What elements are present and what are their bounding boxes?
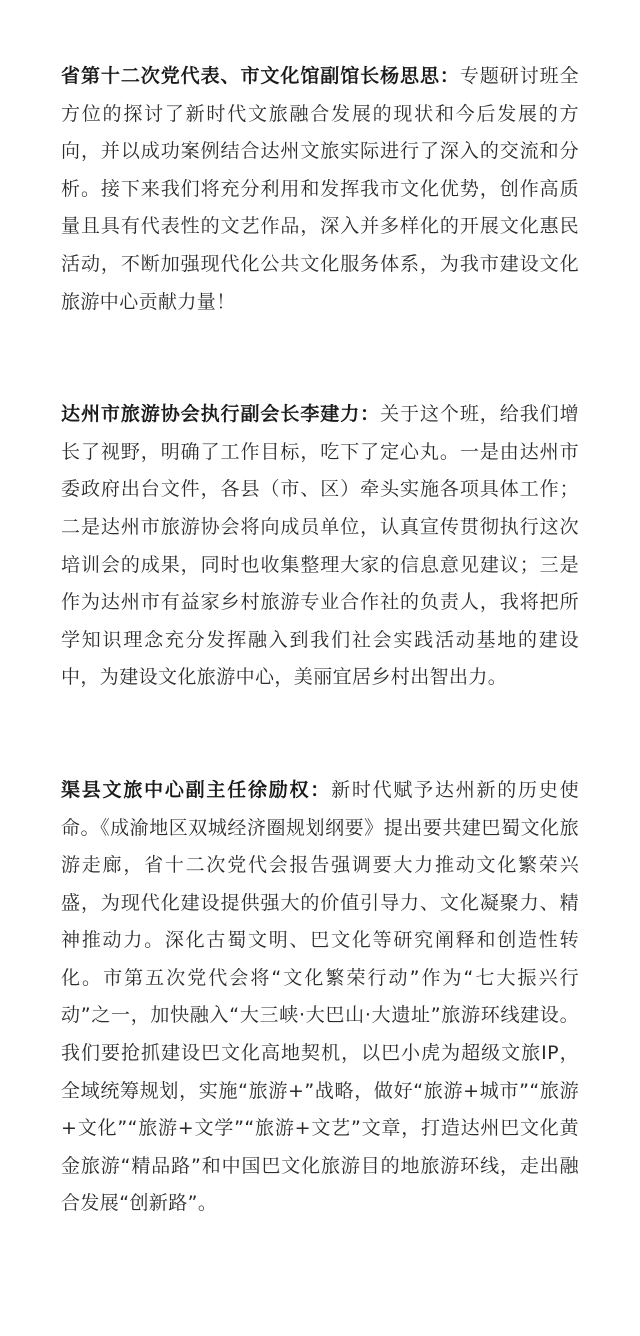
speaker-name: 渠县文旅中心副主任徐励权： xyxy=(61,778,332,801)
statement-paragraph xyxy=(61,772,579,1223)
statement-paragraph xyxy=(61,58,579,321)
statement-text: 关于这个班，给我们增长了视野，明确了工作目标，吃下了定心丸。一是由达州市委政府出台文件，各县（市、区）牵头实施各项具体工作；二是达州市旅游协会将向成员单位，认真宣传贯彻执行这次培训会的成果，同时也收集整理大家的信息意见建议；三是作为达州市有益家乡村旅游专业合作社的负责人，我将把所学知识理念充分发挥融入到我们社会实践活动基地的建设中，为建设文化旅游中心，美丽宜居乡村出智出力。 xyxy=(61,403,579,689)
speaker-name: 达州市旅游协会执行副会长李建力： xyxy=(61,403,381,426)
statement-paragraph xyxy=(61,396,579,697)
statement-text: 新时代赋予达州新的历史使命。《成渝地区双城经济圈规划纲要》提出要共建巴蜀文化旅游走廊，省十二次党代会报告强调要大力推动文化繁荣兴盛，为现代化建设提供强大的价值引导力、文化凝聚力、精神推动力。深化古蜀文明、巴文化等研究阐释和创造性转化。市第五次党代会将“文化繁荣行动”作为“七大振兴行动”之一，加快融入“大三峡·大巴山·大遗址”旅游环线建设。我们要抢抓建设巴文化高地契机，以巴小虎为超级文旅IP，全域统筹规划，实施“旅游+”战略，做好“旅游+城市”“旅游+文化”“旅游+文学”“旅游+文艺”文章，打造达州巴文化黄金旅游“精品路”和中国巴文化旅游目的地旅游环线，走出融合发展“创新路”。 xyxy=(61,778,579,1215)
statement-text: 专题研讨班全方位的探讨了新时代文旅融合发展的现状和今后发展的方向，并以成功案例结合达州文旅实际进行了深入的交流和分析。接下来我们将充分利用和发挥我市文化优势，创作高质量且具有代表性的文艺作品，深入并多样化的开展文化惠民活动，不断加强现代化公共文化服务体系，为我市建设文化旅游中心贡献力量！ xyxy=(61,65,579,313)
article-body xyxy=(61,58,579,1223)
speaker-name: 省第十二次党代表、市文化馆副馆长杨思思： xyxy=(61,65,460,87)
